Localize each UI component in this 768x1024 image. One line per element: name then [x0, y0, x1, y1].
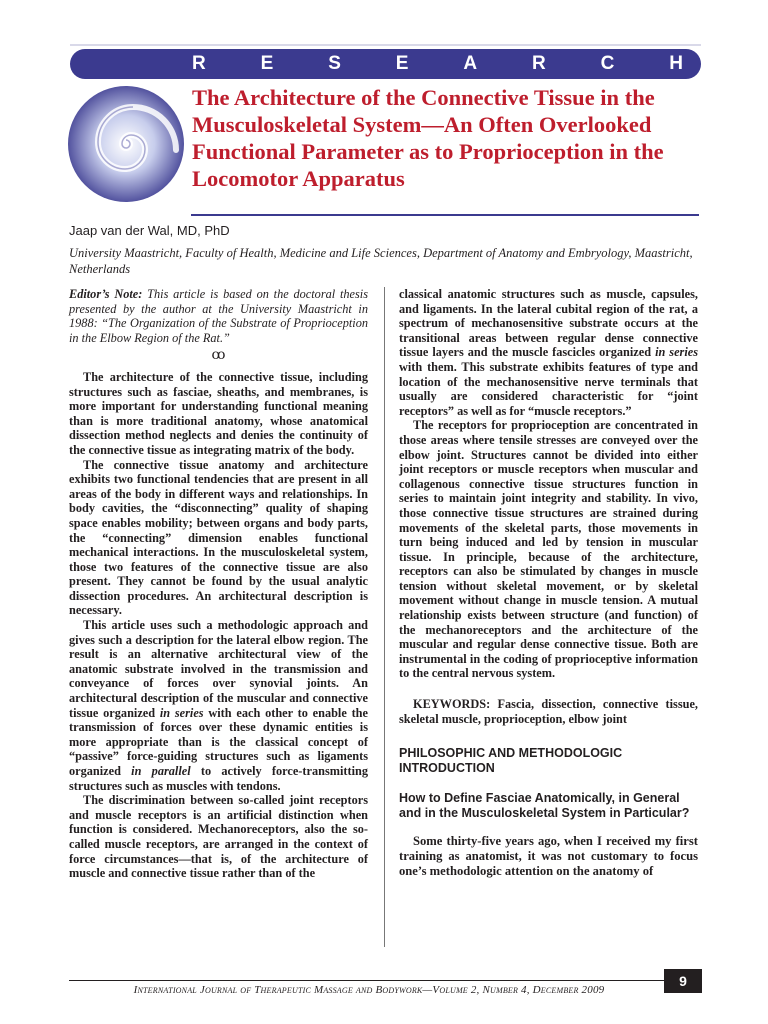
left-column	[69, 287, 368, 881]
text-run: with each other to enable the transmission of forces over these dynamic entities is more appropriate than is the classical concept of “passive” force-guiding structures such as ligaments organized	[69, 705, 368, 778]
author-affiliation: University Maastricht, Faculty of Health, Medicine and Life Sciences, Department of Anatomy and Embryology, Maastricht, Netherlands	[69, 246, 693, 276]
right-column	[399, 287, 698, 879]
text-run: with them. This substrate exhibits features of type and location of the mechanosensitive nerve terminals that usually are considered characteristic for “joint receptors” as well as for “muscle receptors.”	[399, 359, 698, 418]
abstract-paragraph: The architecture of the connective tissue, including structures such as fasciae, sheaths, and membranes, is more important for understanding functional meaning than is more traditional anatomy, whose anatomical dissection method neglects and denies the continuity of the connective tissue as integrating matrix of the body.	[69, 369, 368, 457]
subsection-heading: How to Define Fasciae Anatomically, in General and in the Musculoskeletal System in Particular?	[399, 791, 690, 820]
text-run: classical anatomic structures such as muscle, capsules, and ligaments. In the lateral cubital region of the rat, a spectrum of mechanosensitive substrate occurs at the transitional areas between regular dense connective tissue layers and the muscle fascicles organized	[399, 287, 698, 360]
author-name: Jaap van der Wal, MD, PhD	[69, 223, 230, 238]
editors-note-text: This article is based on the doctoral thesis presented by the author at the University Maastricht in 1988: “The Organization of the Substrate of Proprioception in the Elbow Region of the Rat.”	[69, 287, 368, 345]
abstract-paragraph	[69, 618, 368, 793]
italic-run: in series	[655, 345, 698, 360]
title-rule	[191, 214, 699, 216]
text-run: to actively force-transmitting structures such as muscles with tendons.	[69, 764, 368, 793]
page-number: 9	[664, 969, 702, 993]
banner-letter: R	[531, 53, 546, 74]
abstract-paragraph: The connective tissue anatomy and architecture exhibits two functional tendencies that are present in all areas of the body in different ways and relationships. In body cavities, the “disconnecting” quality of shaping space enables mobility; between organs and body parts, the “connecting” dimension enables functional mechanical interactions. In the musculoskeletal system, those two features of the connective tissue are also present. They cannot be found by the usual analytic dissection procedures. An architectural description is necessary.	[69, 457, 368, 618]
abstract-left	[69, 370, 368, 881]
section-heading: PHILOSOPHIC AND METHODOLOGIC INTRODUCTION	[399, 746, 623, 775]
editors-note	[69, 287, 368, 345]
article-title: The Architecture of the Connective Tissue in the Musculoskeletal System—An Often Overlooked Functional Parameter as to Proprioception in the Locomotor Apparatus	[192, 85, 664, 191]
banner-letter: H	[669, 53, 683, 74]
banner-letter: E	[395, 53, 409, 74]
banner-letter: S	[328, 53, 341, 74]
footer-rule	[69, 980, 669, 981]
abstract-paragraph: The discrimination between so-called joint receptors and muscle receptors is an artificial distinction when function is considered. Mechanoreceptors, also the so-called muscle receptors, are arranged in the context of force circumstances—that is, of the architecture of muscle and connective tissue rather than of the	[69, 793, 368, 881]
banner-letter: E	[260, 53, 274, 74]
header-hairline	[70, 44, 701, 46]
spiral-logo-icon	[66, 84, 186, 204]
banner-letter: A	[463, 53, 478, 74]
ornament-icon: ꝏ	[211, 348, 226, 364]
abstract-right	[399, 287, 698, 879]
text-run: This article uses such a methodologic approach and gives such a description for the lateral elbow region. The result is an alternative architectural view of the anatomic substrate involved in the transmission and conveyance of forces over synovial joints. An architectural description of the muscular and connective tissue organized	[69, 618, 368, 720]
research-banner	[70, 49, 701, 79]
editors-note-label: Editor’s Note:	[69, 287, 143, 301]
banner-letter: R	[192, 53, 206, 74]
abstract-paragraph	[399, 287, 698, 418]
italic-run: in series	[159, 705, 204, 720]
journal-footer: International Journal of Therapeutic Massage and Bodywork—Volume 2, Number 4, December 2009	[133, 984, 605, 996]
body-paragraph: Some thirty-five years ago, when I received my first training as anatomist, it was not customary to focus one’s methodologic attention on the anatomy of	[399, 834, 698, 879]
banner-letter: C	[600, 53, 615, 74]
keywords: KEYWORDS: Fascia, dissection, connective tissue, skeletal muscle, proprioception, elbow joint	[399, 697, 698, 726]
abstract-paragraph: The receptors for proprioception are concentrated in those areas where tensile stresses are conveyed over the elbow joint. Structures cannot be divided into either joint receptors or muscle receptors when muscular and collagenous connective tissue structures function in series to maintain joint integrity and stability. In vivo, those connective tissue structures are strained during movements of the skeletal parts, those movements in turn being induced and led by tension in muscular tissue. In principle, because of the architecture, receptors can also be stimulated by changes in muscle tension without skeletal movement, or by skeletal movement without change in muscle tension. A mutual relationship exists between structure (and function) of the mechanoreceptors and the architecture of the muscular and regular dense connective tissue. Both are instrumental in the coding of proprioceptive information to the central nervous system.	[399, 418, 698, 681]
italic-run: in parallel	[131, 764, 191, 778]
column-divider	[384, 287, 385, 947]
